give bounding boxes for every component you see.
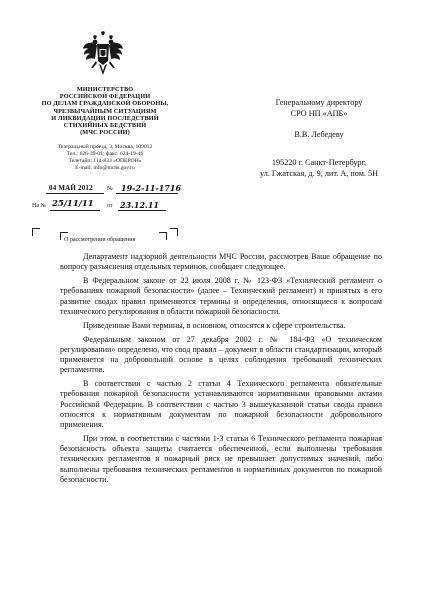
ministry-line: СТИХИЙНЫХ БЕДСТВИЙ — [63, 122, 147, 130]
addressee-address — [244, 158, 394, 179]
number-underline — [116, 193, 178, 194]
ministry-line: ЧРЕЗВЫЧАЙНЫМ СИТУАЦИЯМ — [53, 107, 157, 115]
reference-underline — [50, 210, 100, 211]
reference-date-underline — [118, 210, 166, 211]
body-paragraph: Приведенные Вами термины, в основном, относятся к сфере строительства. — [83, 320, 346, 330]
ministry-line: ПО ДЕЛАМ ГРАЖДАНСКОЙ ОБОРОНЫ, — [41, 100, 169, 108]
registration-date: 04 МАЙ 2012 — [49, 184, 93, 192]
body-paragraph: В Федеральном законе от 22 июля 2008 г. № 123-ФЗ «Технический регламент о требованиях пожарной безопасности» (далее – Технический регламент) и принятых в его развитие сводах правил применяются термины и определения, относящиеся к вопросам технического регулирования в области пожарной безопасности. — [60, 276, 382, 316]
addressee-name: В.В. Лебедеву — [294, 129, 344, 139]
body-paragraph: Федеральным законом от 27 декабря 2002 г. № 184-ФЗ «О техническом регулировании» определено, что свод правил – документ в области стандартизации, который применяется на добровольной основе в целях соблюдения требований технических регламентов. — [60, 334, 382, 375]
ministry-line: И ЛИКВИДАЦИИ ПОСЛЕДСТВИЙ — [51, 114, 159, 122]
corner-mark-top-right — [170, 228, 178, 236]
ministry-line: РОССИЙСКОЙ ФЕДЕРАЦИИ — [59, 93, 151, 101]
ministry-name-block — [35, 86, 175, 136]
ministry-line: МИНИСТЕРСТВО — [76, 86, 134, 93]
body-paragraph: При этом, в соответствии с частями 1-3 статьи 6 Технического регламента пожарная безопасность объекта защиты считается обеспеченной, если выполнены требования технических регламентов и пожарный риск не превышает допустимых значений, либо выполнены требования технических регламентов и нормативных документов по пожарной безопасности. — [60, 433, 382, 484]
contact-address: Театральный проезд, 3, Москва, 109012 — [57, 144, 153, 150]
addressee-organization: СРО НП «АПБ» — [290, 108, 348, 118]
reference-date-label: от — [107, 203, 113, 209]
date-underline — [46, 193, 104, 194]
contact-email: E-mail: info@mchs.gov.ru — [75, 165, 135, 171]
address-street: ул. Гжатская, д. 9, лит. А, пом. 5Н — [260, 168, 378, 178]
corner-mark-top-left — [32, 228, 40, 236]
addressee-block — [244, 98, 394, 140]
outgoing-number: 19-2-11-1716 — [121, 183, 182, 193]
letter-subject: О рассмотрении обращения — [64, 237, 136, 243]
reference-date: 23.12.11 — [120, 200, 159, 210]
contact-teletype: Телетайп: 114-833 «ОПЕРОН» — [68, 158, 142, 164]
reference-number: 25/11/11 — [52, 199, 94, 209]
address-city: 195220 г. Санкт-Петербург, — [271, 158, 367, 167]
ministry-contacts — [35, 144, 175, 172]
coat-of-arms-emblem — [82, 31, 124, 81]
addressee-spacer — [244, 119, 394, 130]
ministry-line: (МЧС РОССИИ) — [80, 129, 130, 137]
body-paragraph: В соответствии с частью 2 статьи 4 Технического регламента обязательные требования пожарной безопасности устанавливаются нормативными правовыми актами Российской Федерации. В соответствии с частью 3 вышеуказанной статьи своды правил относятся к нормативным документам по пожарной безопасности добровольного применения. — [60, 379, 382, 430]
subject-corner-right — [159, 232, 167, 240]
number-label: № — [107, 186, 113, 192]
reference-label: На № — [32, 203, 47, 209]
letter-body — [60, 252, 382, 489]
addressee-position: Генеральному директору — [275, 98, 363, 107]
body-paragraph: Департамент надзорной деятельности МЧС России, рассмотрев Ваше обращение по вопросу разъяснения отдельных терминов, сообщает следующее. — [60, 252, 382, 272]
contact-phone: Тел.: 626-39-01; факс: 624-19-46 — [66, 151, 144, 157]
